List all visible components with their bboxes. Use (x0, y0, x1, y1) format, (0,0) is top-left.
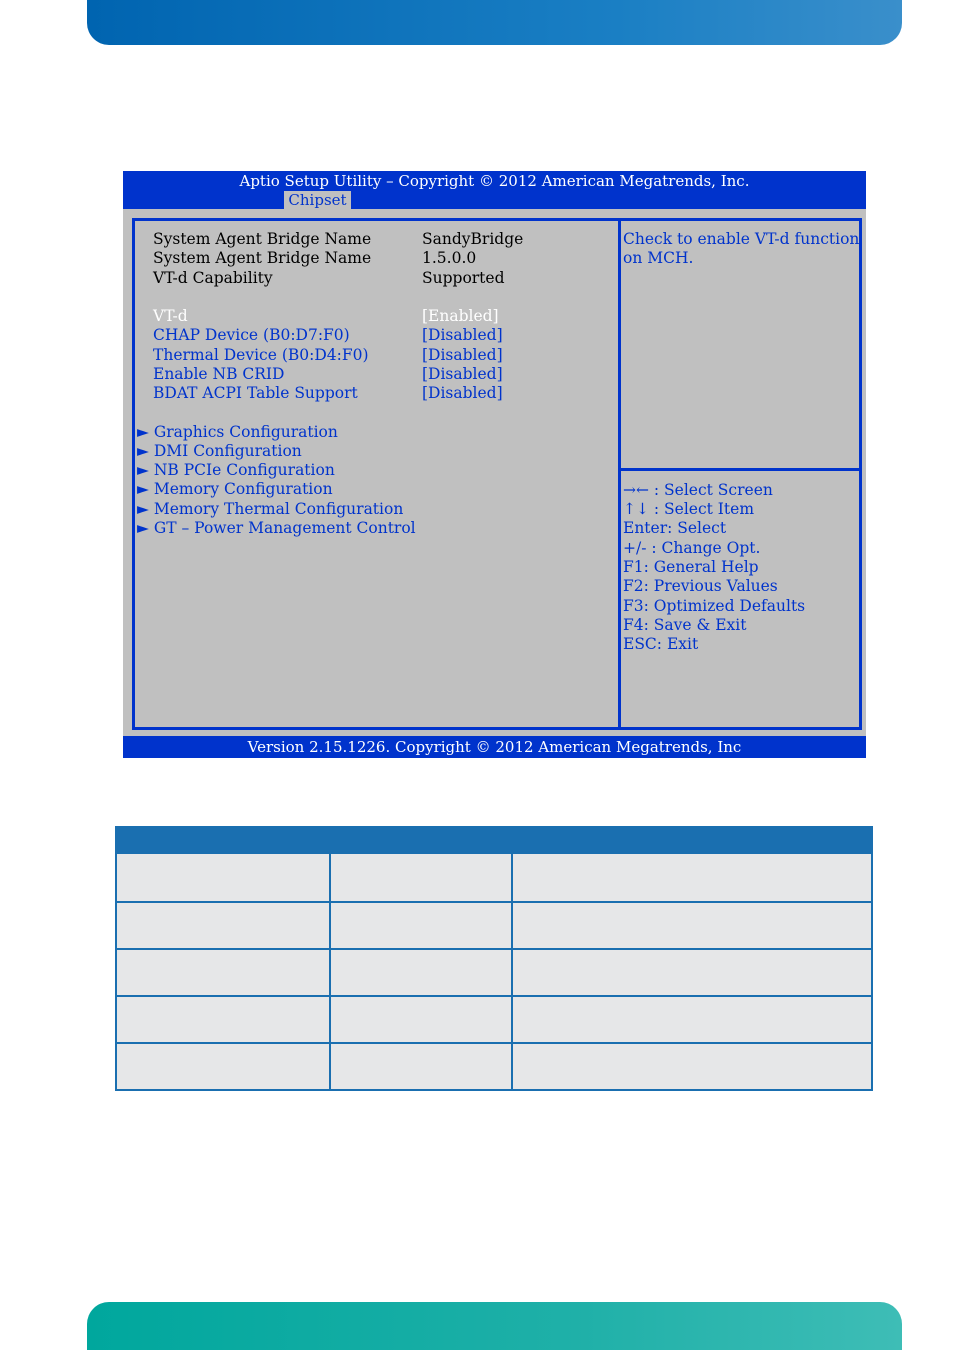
key-help-line: →← : Select Screen (623, 481, 773, 499)
submenu-memory-configuration[interactable]: ► Memory Configuration (137, 480, 333, 498)
info-label: System Agent Bridge Name (153, 230, 372, 248)
info-label: System Agent Bridge Name (153, 249, 372, 267)
submenu-gt-power-management[interactable]: ► GT – Power Management Control (137, 519, 416, 537)
info-value: 1.5.0.0 (422, 249, 477, 267)
info-value: Supported (422, 269, 505, 287)
submenu-memory-thermal-configuration[interactable]: ► Memory Thermal Configuration (137, 500, 404, 518)
bios-divider-vertical (618, 218, 621, 730)
table-row-divider (117, 1042, 871, 1044)
setting-enable-nb-crid[interactable]: Enable NB CRID (153, 365, 285, 383)
setting-chap-device-value[interactable]: [Disabled] (422, 326, 503, 344)
setting-thermal-device-value[interactable]: [Disabled] (422, 346, 503, 364)
info-label: VT-d Capability (153, 269, 273, 287)
submenu-dmi-configuration[interactable]: ► DMI Configuration (137, 442, 302, 460)
table-column-divider (329, 828, 331, 1089)
setting-chap-device[interactable]: CHAP Device (B0:D7:F0) (153, 326, 350, 344)
table-row-divider (117, 948, 871, 950)
submenu-nb-pcie-configuration[interactable]: ► NB PCIe Configuration (137, 461, 335, 479)
setting-bdat-acpi[interactable]: BDAT ACPI Table Support (153, 384, 358, 402)
bios-divider-horizontal (618, 468, 861, 471)
submenu-graphics-configuration[interactable]: ► Graphics Configuration (137, 423, 338, 441)
tab-chipset[interactable]: Chipset (284, 191, 351, 209)
key-help-line: ↑↓ : Select Item (623, 500, 755, 518)
bios-setup-screen (123, 171, 866, 758)
bios-footer: Version 2.15.1226. Copyright © 2012 American Megatrends, Inc (123, 736, 866, 758)
setting-bdat-acpi-value[interactable]: [Disabled] (422, 384, 503, 402)
setting-enable-nb-crid-value[interactable]: [Disabled] (422, 365, 503, 383)
table-row-divider (117, 995, 871, 997)
key-help-line: ESC: Exit (623, 635, 699, 653)
table-header (117, 828, 871, 854)
bios-title: Aptio Setup Utility – Copyright © 2012 American Megatrends, Inc. (239, 172, 750, 190)
key-help-line: +/- : Change Opt. (623, 539, 761, 557)
key-help-line: F1: General Help (623, 558, 759, 576)
setting-vt-d-value[interactable]: [Enabled] (422, 307, 499, 325)
key-help-line: F4: Save & Exit (623, 616, 747, 634)
setting-thermal-device[interactable]: Thermal Device (B0:D4:F0) (153, 346, 369, 364)
bottom-banner (87, 1302, 902, 1350)
key-help-line: F2: Previous Values (623, 577, 778, 595)
help-text-line: Check to enable VT-d function (623, 230, 860, 248)
bios-header (123, 171, 866, 209)
table-row-divider (117, 901, 871, 903)
key-help-line: F3: Optimized Defaults (623, 597, 806, 615)
settings-table (115, 826, 873, 1091)
info-value: SandyBridge (422, 230, 524, 248)
table-column-divider (511, 828, 513, 1089)
top-banner (87, 0, 902, 45)
key-help-line: Enter: Select (623, 519, 727, 537)
help-text-line: on MCH. (623, 249, 694, 267)
setting-vt-d[interactable]: VT-d (153, 307, 188, 325)
